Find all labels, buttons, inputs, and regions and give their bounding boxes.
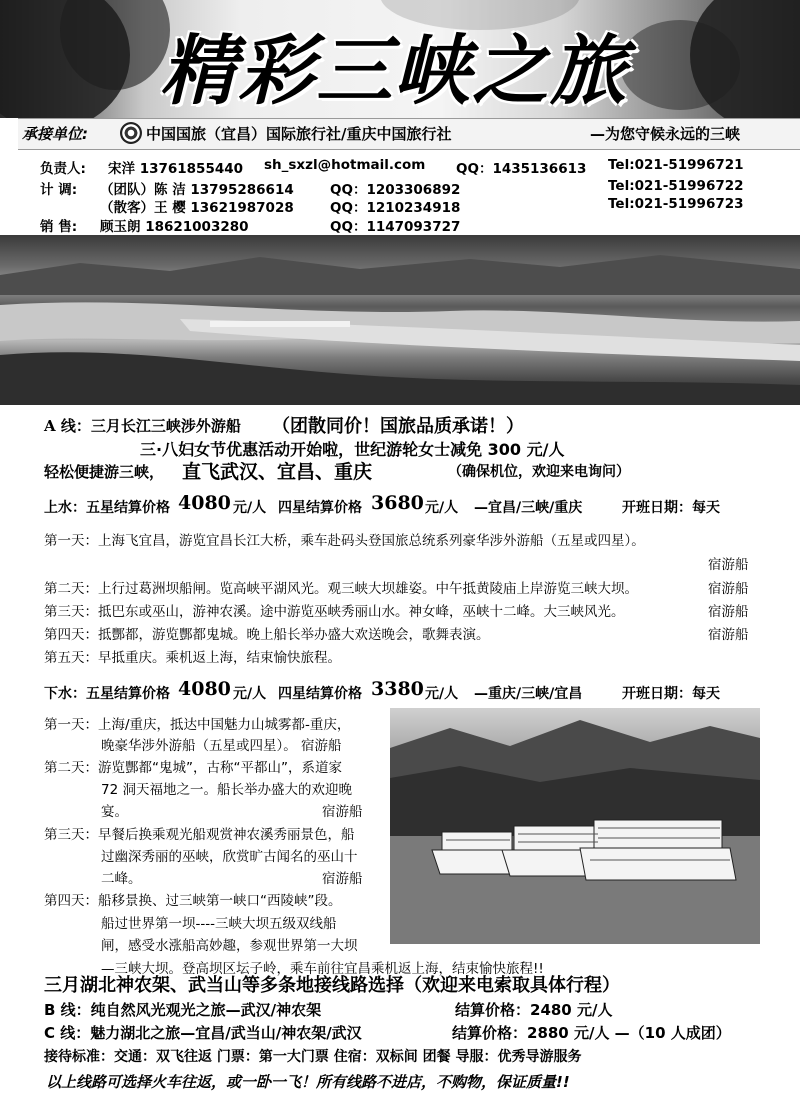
downstream-four-star-price: 3380	[371, 678, 424, 700]
line-a-tagline-b: 直飞武汉、宜昌、重庆	[182, 461, 373, 483]
downstream-label: 下水：五星结算价格	[44, 686, 170, 702]
upstream-four-star-price: 3680	[371, 492, 424, 514]
dispatch-group-tel: Tel:021-51996722	[608, 178, 744, 194]
cruise-ships-photo	[390, 708, 760, 944]
line-b-price: 结算价格：2480 元/人	[455, 1001, 613, 1019]
upstream-day-text: 第四天：抵酆都，游览酆都鬼城。晚上船长举办盛大欢送晚会，歌舞表演。	[44, 627, 490, 643]
manager-qq: QQ：1435136613	[456, 161, 587, 177]
downstream-line: 宴。	[101, 804, 128, 820]
manager-name: 宋洋 13761855440	[108, 161, 244, 177]
manager-email: sh_sxzl@hotmail.com	[264, 157, 426, 173]
upstream-unit-2: 元/人	[425, 500, 459, 516]
line-a-promise: （团散同价！国旅品质承诺！）	[272, 416, 524, 437]
downstream-line: —三峡大坝。登高坝区坛子岭，乘车前往宜昌乘机返上海，结束愉快旅程!!	[101, 961, 544, 977]
cits-logo-icon	[120, 122, 142, 144]
upstream-day-text: 第五天：早抵重庆。乘机返上海，结束愉快旅程。	[44, 650, 341, 666]
sales-name: 顾玉朗 18621003280	[100, 219, 249, 235]
line-a-promo: 三·八妇女节优惠活动开始啦，世纪游轮女士减免 300 元/人	[140, 440, 565, 459]
downstream-line: 72 洞天福地之一。船长举办盛大的欢迎晚	[101, 782, 352, 798]
downstream-line: 第一天：上海/重庆，抵达中国魅力山城雾都-重庆，	[44, 717, 351, 733]
downstream-line: 第二天：游览酆都“鬼城”，古称“平都山”，系道家	[44, 760, 342, 776]
dispatch-group-qq: QQ：1203306892	[330, 182, 461, 198]
line-a-title: A 线：三月长江三峡涉外游船	[44, 417, 241, 435]
upstream-five-star-price: 4080	[178, 492, 231, 514]
downstream-unit-2: 元/人	[425, 686, 459, 702]
upstream-day-text: 第一天：上海飞宜昌，游览宜昌长江大桥，乘车赴码头登国旅总统系列豪华涉外游船（五星或四星）。	[44, 533, 645, 549]
sales-qq: QQ：1147093727	[330, 219, 461, 235]
upstream-four-label: 四星结算价格	[278, 500, 362, 516]
downstream-line: 第三天：早餐后换乘观光船观赏神农溪秀丽景色，船	[44, 827, 355, 843]
upstream-day-lodging: 宿游船	[708, 557, 749, 573]
organizer-name: 中国国旅（宜昌）国际旅行社/重庆中国旅行社	[146, 125, 452, 143]
line-a-tagline-a: 轻松便捷游三峡，	[44, 463, 165, 481]
line-c-price: 结算价格：2880 元/人 —（10 人成团）	[452, 1024, 731, 1042]
downstream-five-star-price: 4080	[178, 678, 231, 700]
dispatch-group-name: （团队）陈 洁 13795286614	[100, 182, 294, 198]
downstream-line: 船过世界第一坝----三峡大坝五级双线船	[101, 916, 337, 932]
downstream-line: 晚豪华涉外游船（五星或四星）。 宿游船	[101, 738, 342, 754]
closing-note: 以上线路可选择火车往返，或一卧一飞！所有线路不进店，不购物，保证质量!!	[46, 1073, 570, 1091]
upstream-schedule: 开班日期：每天	[622, 500, 720, 516]
downstream-route: —重庆/三峡/宜昌	[474, 686, 583, 702]
dispatch-individual-tel: Tel:021-51996723	[608, 196, 744, 212]
upstream-day-text: 第二天：上行过葛洲坝船闸。览高峡平湖风光。观三峡大坝雄姿。中午抵黄陵庙上岸游览三峡大坝。	[44, 581, 638, 597]
upstream-day-lodging: 宿游船	[708, 581, 749, 597]
page-title: 精彩三峡之旅	[160, 26, 628, 115]
line-a-tagline-c: （确保机位，欢迎来电询问）	[448, 464, 630, 480]
downstream-unit-1: 元/人	[233, 686, 267, 702]
upstream-day-text: 第三天：抵巴东或巫山，游神农溪。途中游览巫峡秀丽山水。神女峰，巫峡十二峰。大三峡风光。	[44, 604, 625, 620]
upstream-unit-1: 元/人	[233, 500, 267, 516]
downstream-four-label: 四星结算价格	[278, 686, 362, 702]
dispatch-individual-qq: QQ：1210234918	[330, 200, 461, 216]
downstream-line: 宿游船	[322, 804, 363, 820]
organizer-label: 承接单位:	[22, 125, 88, 143]
dispatch-individual-name: （散客）王 樱 13621987028	[100, 200, 294, 216]
dispatch-label: 计 调:	[40, 182, 78, 198]
upstream-route: —宜昌/三峡/重庆	[474, 500, 583, 516]
downstream-line: 宿游船	[322, 871, 363, 887]
line-c-name: C 线：魅力湖北之旅—宜昌/武当山/神农架/武汉	[44, 1024, 362, 1042]
footer-headline: 三月湖北神农架、武当山等多条地接线路选择（欢迎来电索取具体行程）	[44, 975, 620, 996]
manager-label: 负责人:	[40, 161, 86, 177]
downstream-line: 闸，感受水涨船高妙趣，参观世界第一大坝	[101, 938, 358, 954]
service-standards: 接待标准：交通：双飞往返 门票：第一大门票 住宿：双标间 团餐 导服：优秀导游服务	[44, 1049, 582, 1065]
downstream-line: 第四天：船移景换、过三峡第一峡口“西陵峡”段。	[44, 893, 342, 909]
sales-label: 销 售:	[40, 219, 78, 235]
upstream-day-lodging: 宿游船	[708, 627, 749, 643]
manager-tel: Tel:021-51996721	[608, 157, 744, 173]
downstream-line: 过幽深秀丽的巫峡，欣赏旷古闻名的巫山十	[101, 849, 358, 865]
upstream-day-lodging: 宿游船	[708, 604, 749, 620]
three-gorges-dam-photo	[0, 235, 800, 405]
upstream-label: 上水：五星结算价格	[44, 500, 170, 516]
downstream-line: 二峰。	[101, 871, 142, 887]
organizer-strip	[18, 118, 800, 150]
downstream-schedule: 开班日期：每天	[622, 686, 720, 702]
line-b-name: B 线：纯自然风光观光之旅—武汉/神农架	[44, 1001, 322, 1019]
slogan: —为您守候永远的三峡	[590, 125, 741, 143]
